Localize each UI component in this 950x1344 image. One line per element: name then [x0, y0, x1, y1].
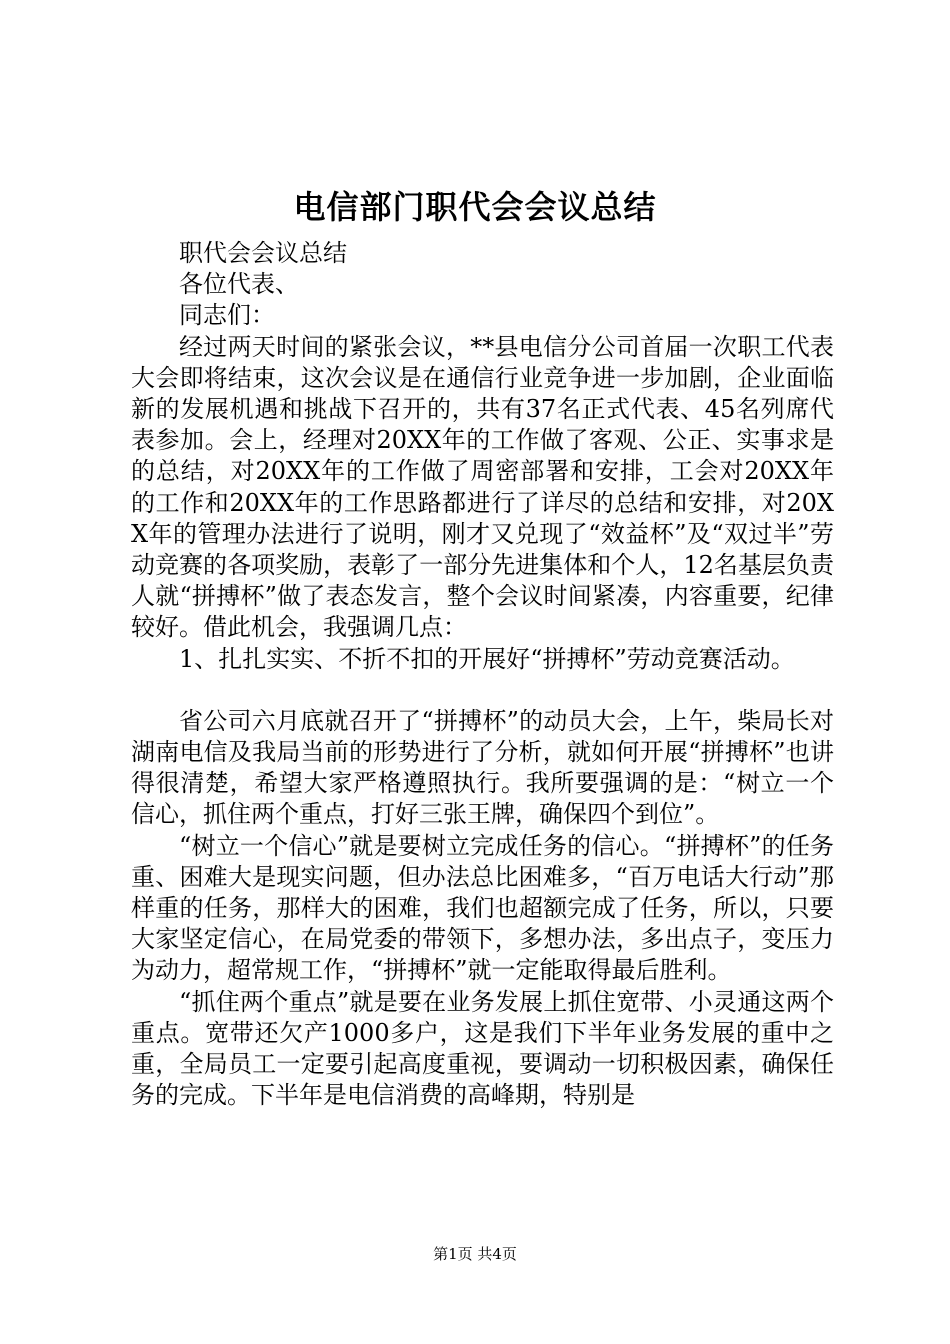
paragraph-salutation-2: 同志们： — [179, 301, 275, 330]
paragraph-confidence: “树立一个信心”就是要树立完成任务的信心。“拼搏杯”的任务重、困难大是现实问题，但办法总比困难多，“百万电话大行动”那样重的任务，那样大的困难，我们也超额完成了任务，所以，只要大家坚定信心，在局党委的带领下，多想办法，多出点子，变压力为动力，超常规工作，“拼搏杯”就一定能取得最后胜利。 — [131, 831, 834, 985]
paragraph-intro: 经过两天时间的紧张会议，**县电信分公司首届一次职工代表大会即将结束，这次会议是在通信行业竞争进一步加剧，企业面临新的发展机遇和挑战下召开的，共有37名正式代表、45名列席代表参加。会上，经理对20XX年的工作做了客观、公正、实事求是的总结，对20XX年的工作做了周密部署和安排，工会对20XX年的工作和20XX年的工作思路都进行了详尽的总结和安排，对20XX年的管理办法进行了说明，刚才又兑现了“效益杯”及“双过半”劳动竞赛的各项奖励，表彰了一部分先进集体和个人，12名基层负责人就“拼搏杯”做了表态发言，整个会议时间紧凑，内容重要，纪律较好。借此机会，我强调几点： — [131, 332, 834, 642]
paragraph-heading: 职代会会议总结 — [179, 239, 347, 267]
paragraph-two-focus: “抓住两个重点”就是要在业务发展上抓住宽带、小灵通这两个重点。宽带还欠产1000多户，这是我们下半年业务发展的重中之重，全局员工一定要引起高度重视，要调动一切积极因素，确保任务的完成。下半年是电信消费的高峰期，特别是 — [131, 987, 834, 1110]
document-title: 电信部门职代会会议总结 — [293, 188, 657, 226]
paragraph-salutation-1: 各位代表、 — [179, 270, 299, 299]
document-body — [131, 238, 834, 1111]
paragraph-provincial: 省公司六月底就召开了“拼搏杯”的动员大会，上午，柴局长对湖南电信及我局当前的形势进行了分析，就如何开展“拼搏杯”也讲得很清楚，希望大家严格遵照执行。我所要强调的是：“树立一个信心，抓住两个重点，打好三张王牌，确保四个到位”。 — [131, 706, 834, 829]
page-number-footer: 第1页 共4页 — [433, 1245, 517, 1263]
paragraph-point-1: 1、扎扎实实、不折不扣的开展好“拼搏杯”劳动竞赛活动。 — [179, 644, 795, 673]
